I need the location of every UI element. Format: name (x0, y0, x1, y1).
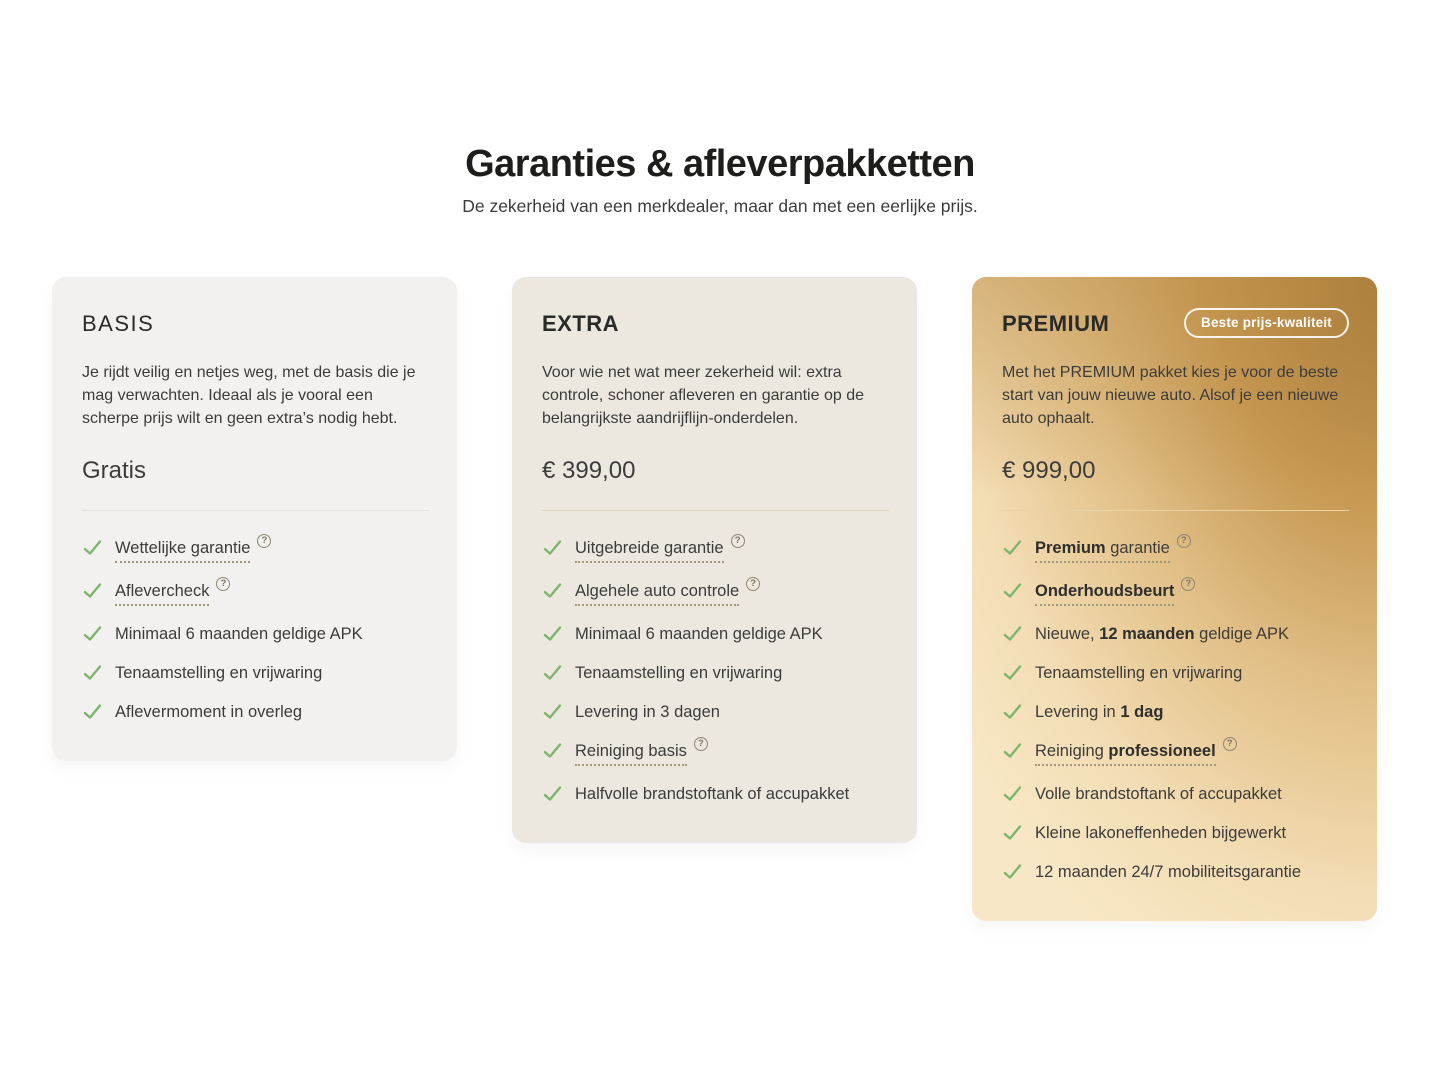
card-extra (512, 277, 917, 843)
feature-label: Tenaamstelling en vrijwaring (115, 664, 323, 682)
feature-item (542, 662, 889, 684)
feature-item (1002, 537, 1349, 563)
check-icon (1002, 623, 1023, 644)
feature-item (1002, 580, 1349, 606)
feature-label[interactable]: Aflevercheck (115, 580, 209, 606)
feature-label[interactable]: Onderhoudsbeurt (1035, 580, 1174, 606)
card-basis-price: Gratis (82, 457, 147, 484)
feature-item (82, 537, 429, 563)
page-subtitle: De zekerheid van een merkdealer, maar dan met een eerlijke prijs. (462, 196, 978, 216)
page-title: Garanties & afleverpakketten (465, 143, 975, 185)
check-icon (1002, 740, 1023, 761)
feature-label: Halfvolle brandstoftank of accupakket (575, 785, 850, 803)
feature-item (1002, 740, 1349, 766)
check-icon (1002, 537, 1023, 558)
feature-label: Levering in 3 dagen (575, 703, 720, 721)
card-premium-price: € 999,00 (1002, 457, 1096, 484)
feature-label[interactable]: Reiniging basis (575, 740, 687, 766)
card-extra-price: € 399,00 (542, 457, 636, 484)
check-icon (82, 537, 103, 558)
feature-label: Levering in 1 dag (1035, 703, 1164, 721)
section-header (0, 0, 1440, 217)
feature-label: Kleine lakoneffenheden bijgewerkt (1035, 824, 1287, 842)
card-premium-features (1002, 537, 1349, 883)
card-extra-description: Voor wie net wat meer zekerheid wil: extra controle, schoner afleveren en garantie op de belangrijkste aandrijflijn-onderdelen. (542, 364, 864, 427)
check-icon (542, 580, 563, 601)
check-icon (542, 537, 563, 558)
feature-label[interactable]: Reiniging professioneel (1035, 740, 1216, 766)
feature-label: Volle brandstoftank of accupakket (1035, 785, 1282, 803)
help-tooltip-icon[interactable]: ? (694, 737, 708, 751)
divider (82, 510, 429, 511)
card-premium (972, 277, 1377, 921)
feature-label: 12 maanden 24/7 mobiliteitsgarantie (1035, 863, 1302, 881)
card-basis-features (82, 537, 429, 723)
feature-item (542, 580, 889, 606)
card-basis (52, 277, 457, 761)
feature-label: Minimaal 6 maanden geldige APK (575, 625, 823, 643)
feature-item (542, 623, 889, 645)
check-icon (542, 623, 563, 644)
check-icon (82, 623, 103, 644)
check-icon (542, 740, 563, 761)
check-icon (542, 701, 563, 722)
check-icon (1002, 822, 1023, 843)
feature-label[interactable]: Premium garantie (1035, 537, 1170, 563)
card-extra-features (542, 537, 889, 805)
feature-label[interactable]: Wettelijke garantie (115, 537, 250, 563)
help-tooltip-icon[interactable]: ? (1223, 737, 1237, 751)
help-tooltip-icon[interactable]: ? (257, 534, 271, 548)
feature-item (542, 537, 889, 563)
check-icon (1002, 861, 1023, 882)
card-premium-description: Met het PREMIUM pakket kies je voor de beste start van jouw nieuwe auto. Alsof je een nieuwe auto ophaalt. (1002, 364, 1339, 427)
feature-item (1002, 861, 1349, 883)
feature-label: Minimaal 6 maanden geldige APK (115, 625, 363, 643)
feature-item (1002, 623, 1349, 645)
feature-item (542, 740, 889, 766)
feature-item (82, 662, 429, 684)
card-basis-title: BASIS (82, 311, 155, 336)
check-icon (1002, 783, 1023, 804)
feature-item (1002, 701, 1349, 723)
feature-label[interactable]: Algehele auto controle (575, 580, 739, 606)
feature-label: Nieuwe, 12 maanden geldige APK (1035, 625, 1290, 643)
feature-item (82, 701, 429, 723)
help-tooltip-icon[interactable]: ? (1177, 534, 1191, 548)
package-cards (0, 277, 1440, 921)
feature-label[interactable]: Uitgebreide garantie (575, 537, 724, 563)
card-extra-title: EXTRA (542, 311, 620, 336)
help-tooltip-icon[interactable]: ? (731, 534, 745, 548)
check-icon (1002, 662, 1023, 683)
check-icon (542, 783, 563, 804)
feature-item (82, 580, 429, 606)
feature-item (542, 783, 889, 805)
check-icon (82, 662, 103, 683)
feature-item (1002, 783, 1349, 805)
check-icon (542, 662, 563, 683)
feature-label: Tenaamstelling en vrijwaring (575, 664, 783, 682)
feature-label: Aflevermoment in overleg (115, 703, 303, 721)
feature-item (1002, 822, 1349, 844)
divider (542, 510, 889, 511)
card-premium-title: PREMIUM (1002, 311, 1110, 336)
best-value-badge: Beste prijs-kwaliteit (1184, 308, 1349, 338)
feature-label: Tenaamstelling en vrijwaring (1035, 664, 1243, 682)
check-icon (82, 701, 103, 722)
help-tooltip-icon[interactable]: ? (216, 577, 230, 591)
check-icon (1002, 701, 1023, 722)
help-tooltip-icon[interactable]: ? (1181, 577, 1195, 591)
feature-item (1002, 662, 1349, 684)
feature-item (542, 701, 889, 723)
check-icon (82, 580, 103, 601)
divider (1002, 510, 1349, 511)
check-icon (1002, 580, 1023, 601)
feature-item (82, 623, 429, 645)
help-tooltip-icon[interactable]: ? (746, 577, 760, 591)
card-basis-description: Je rijdt veilig en netjes weg, met de basis die je mag verwachten. Ideaal als je vooral een scherpe prijs wilt en geen extra’s nodig hebt. (82, 364, 416, 427)
